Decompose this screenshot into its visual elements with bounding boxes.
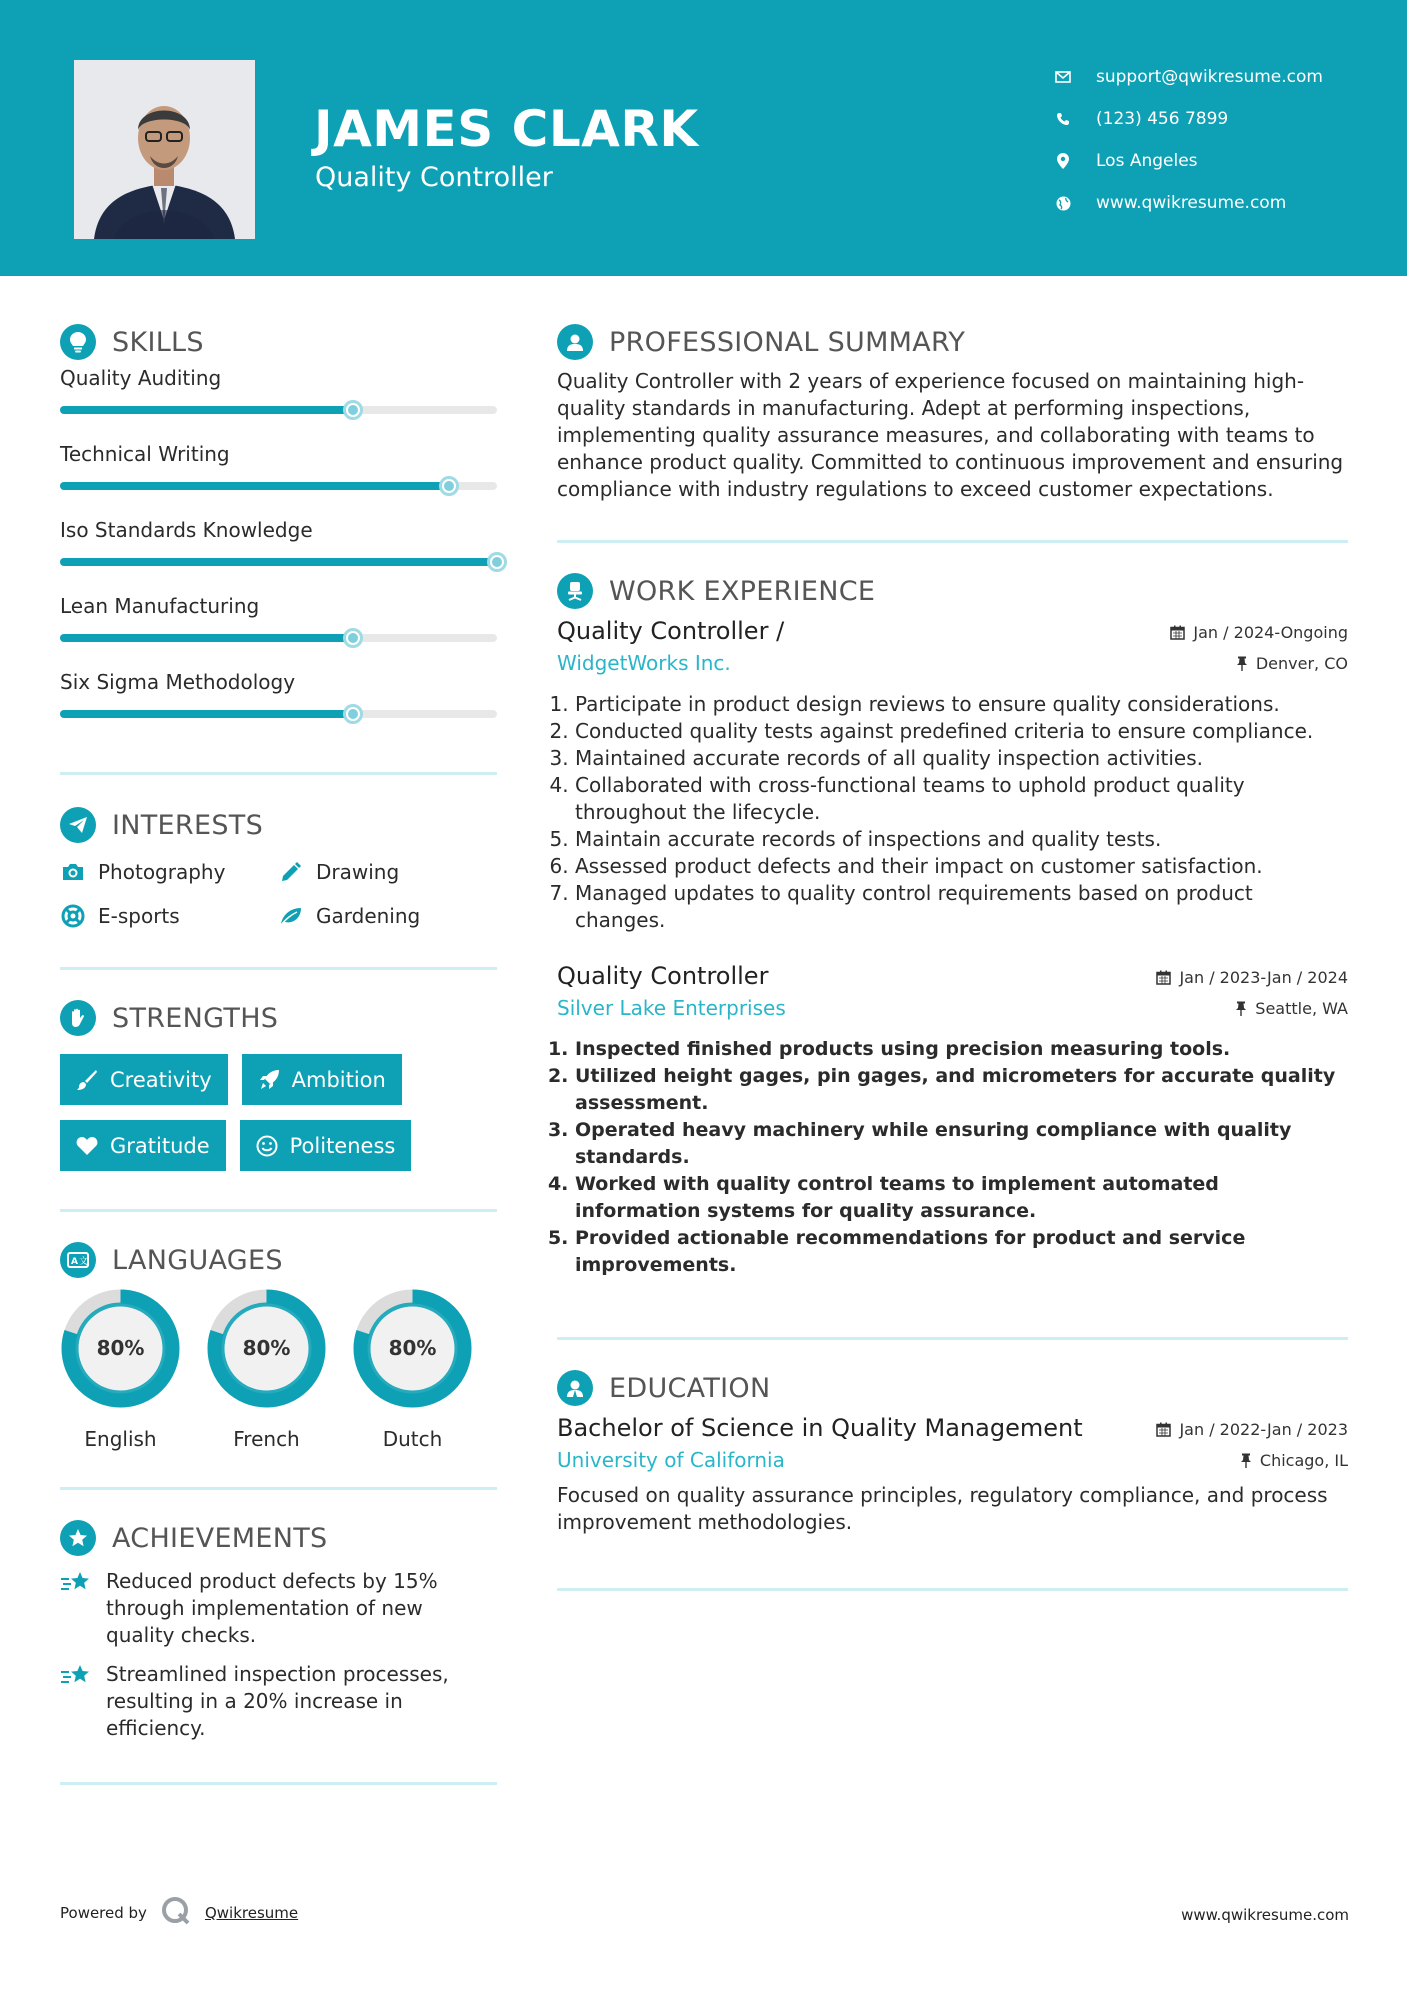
job-date-text: Jan / 2024-Ongoing — [1193, 623, 1348, 642]
strength-label: Politeness — [289, 1133, 396, 1158]
mail-icon — [1054, 68, 1072, 86]
list-item: 7. Managed updates to quality control requirements based on product changes. — [575, 880, 1348, 934]
skill-bar-fill — [60, 558, 497, 566]
language-list — [60, 1288, 497, 1451]
achievement-item — [60, 1661, 497, 1742]
shooting-star-icon — [60, 1570, 94, 1649]
skills-section — [60, 324, 497, 746]
job-header — [557, 962, 1348, 990]
experience-title: WORK EXPERIENCE — [609, 575, 876, 607]
strength-label: Creativity — [110, 1067, 212, 1092]
interest-label: E-sports — [98, 904, 180, 928]
contact-phone-text: (123) 456 7899 — [1096, 109, 1229, 129]
skill-bar-knob[interactable] — [439, 476, 459, 496]
left-column — [60, 276, 497, 1785]
skill-bar-fill — [60, 634, 353, 642]
strength-label: Ambition — [291, 1067, 386, 1092]
language-percent: 80% — [388, 1336, 437, 1360]
list-item: 5. Maintain accurate records of inspections and quality tests. — [575, 826, 1348, 853]
language-ring — [206, 1288, 327, 1409]
contact-list — [1054, 56, 1323, 224]
job-responsibilities — [557, 691, 1348, 934]
section-divider — [60, 1209, 497, 1212]
pencil-icon — [278, 859, 304, 885]
summary-title: PROFESSIONAL SUMMARY — [609, 326, 966, 358]
section-divider — [557, 1337, 1348, 1340]
section-divider — [60, 772, 497, 775]
company-name[interactable]: Silver Lake Enterprises — [557, 996, 786, 1020]
school-name[interactable]: University of California — [557, 1448, 785, 1472]
language-item — [206, 1288, 327, 1451]
job-title: Quality Controller — [557, 962, 769, 990]
interest-item — [60, 901, 278, 931]
summary-section — [557, 324, 1348, 503]
calendar-icon — [1156, 970, 1171, 985]
contact-location — [1054, 140, 1323, 182]
skill-bar-knob[interactable] — [343, 628, 363, 648]
skill-bar-fill — [60, 710, 353, 718]
skill-item — [60, 518, 497, 594]
profile-photo — [74, 60, 255, 239]
interests-section — [60, 807, 497, 931]
skill-bar-knob[interactable] — [487, 552, 507, 572]
job-date — [1156, 968, 1348, 987]
skill-bar — [60, 406, 497, 414]
calendar-icon — [1170, 625, 1185, 640]
pushpin-icon — [1235, 1001, 1247, 1016]
list-item: 1. Participate in product design reviews to ensure quality considerations. — [575, 691, 1348, 718]
job-responsibilities — [557, 1036, 1348, 1279]
contact-website-text: www.qwikresume.com — [1096, 193, 1287, 213]
language-percent: 80% — [242, 1336, 291, 1360]
achievements-section — [60, 1520, 497, 1742]
leaf-icon — [278, 903, 304, 929]
heart-icon — [74, 1133, 100, 1159]
strength-chip — [60, 1054, 228, 1105]
calendar-icon — [1156, 1422, 1171, 1437]
experience-heading — [557, 573, 1348, 609]
job-entry — [557, 617, 1348, 934]
achievement-text: Reduced product defects by 15% through implementation of new quality checks. — [106, 1569, 438, 1647]
education-entry — [557, 1414, 1348, 1536]
language-item — [60, 1288, 181, 1451]
section-divider — [557, 540, 1348, 543]
interest-item — [60, 857, 278, 887]
skill-bar — [60, 558, 497, 566]
interest-item — [278, 901, 478, 931]
interest-list — [60, 857, 497, 931]
job-header — [557, 617, 1348, 645]
achievements-heading — [60, 1520, 497, 1556]
achievement-item — [60, 1568, 497, 1649]
candidate-name: JAMES CLARK — [314, 100, 699, 158]
skill-item — [60, 670, 497, 746]
skill-bar-fill — [60, 482, 449, 490]
skill-bar — [60, 710, 497, 718]
list-item: 2. Conducted quality tests against predefined criteria to ensure compliance. — [575, 718, 1348, 745]
skill-bar — [60, 634, 497, 642]
section-divider — [60, 1782, 497, 1785]
language-name: English — [84, 1427, 157, 1451]
rocket-icon — [256, 1067, 282, 1093]
summary-text: Quality Controller with 2 years of experience focused on maintaining high-quality standards in manufacturing. Adept at performing inspections, implementing quality assurance measures, and collaborating with teams to enhance product quality. Committed to continuous improvement and ensuring compliance with industry regulations to exceed customer expectations. — [557, 369, 1344, 501]
skill-bar-knob[interactable] — [343, 400, 363, 420]
interests-title: INTERESTS — [112, 809, 264, 841]
interests-heading — [60, 807, 497, 843]
footer-website[interactable]: www.qwikresume.com — [1181, 1906, 1349, 1924]
experience-section — [557, 573, 1348, 1279]
language-ring — [352, 1288, 473, 1409]
language-name: French — [233, 1427, 300, 1451]
skill-item — [60, 442, 497, 518]
list-item: 6. Assessed product defects and their impact on customer satisfaction. — [575, 853, 1348, 880]
education-date-text: Jan / 2022-Jan / 2023 — [1179, 1420, 1348, 1439]
skill-label: Technical Writing — [60, 442, 230, 466]
pushpin-icon — [1240, 1453, 1252, 1468]
strength-chip — [60, 1120, 226, 1171]
skill-label: Iso Standards Knowledge — [60, 518, 313, 542]
education-description: Focused on quality assurance principles, regulatory compliance, and process improvement methodologies. — [557, 1483, 1328, 1534]
list-item: 4. Worked with quality control teams to implement automated information systems for quality assurance. — [575, 1171, 1348, 1225]
brush-icon — [74, 1067, 100, 1093]
section-divider — [557, 1588, 1348, 1591]
interest-item — [278, 857, 478, 887]
job-title: Quality Controller / — [557, 617, 785, 645]
interest-label: Drawing — [316, 860, 400, 884]
list-item: 4. Collaborated with cross-functional teams to uphold product quality throughout the lifecycle. — [575, 772, 1348, 826]
camera-icon — [60, 859, 86, 885]
location-pin-icon — [1054, 152, 1072, 170]
resume-header — [0, 0, 1407, 276]
list-item: 5. Provided actionable recommendations for product and service improvements. — [575, 1225, 1348, 1279]
skill-label: Lean Manufacturing — [60, 594, 260, 618]
job-entry — [557, 962, 1348, 1279]
skill-label: Quality Auditing — [60, 366, 222, 390]
job-location-text: Denver, CO — [1255, 653, 1348, 673]
section-divider — [60, 967, 497, 970]
globe-icon — [1054, 194, 1072, 212]
job-date-text: Jan / 2023-Jan / 2024 — [1179, 968, 1348, 987]
powered-by-text: Powered by — [60, 1904, 147, 1922]
languages-title: LANGUAGES — [112, 1244, 283, 1276]
smile-icon — [254, 1133, 280, 1159]
education-section — [557, 1370, 1348, 1536]
pushpin-icon — [1236, 656, 1248, 671]
graduate-icon — [557, 1370, 593, 1406]
footer-powered-by — [60, 1896, 298, 1930]
education-heading — [557, 1370, 1348, 1406]
skill-bar-knob[interactable] — [343, 704, 363, 724]
education-date — [1156, 1420, 1348, 1439]
phone-icon — [1054, 110, 1072, 128]
contact-phone[interactable] — [1054, 98, 1323, 140]
interest-label: Gardening — [316, 904, 421, 928]
job-location-text: Seattle, WA — [1255, 998, 1348, 1018]
skills-title: SKILLS — [112, 326, 204, 358]
brand-link[interactable]: Qwikresume — [204, 1904, 299, 1922]
language-item — [352, 1288, 473, 1451]
svg-text:文: 文 — [79, 1257, 89, 1267]
svg-text:A: A — [71, 1257, 78, 1267]
languages-section — [60, 1242, 497, 1451]
skill-item — [60, 594, 497, 670]
degree-title: Bachelor of Science in Quality Management — [557, 1414, 1083, 1442]
job-subheader — [557, 651, 1348, 675]
languages-heading — [60, 1242, 497, 1278]
education-title: EDUCATION — [609, 1372, 771, 1404]
strengths-section — [60, 1000, 497, 1186]
interest-label: Photography — [98, 860, 226, 884]
user-icon — [557, 324, 593, 360]
summary-heading — [557, 324, 1348, 360]
translate-icon — [60, 1242, 96, 1278]
achievement-text: Streamlined inspection processes, resulting in a 20% increase in efficiency. — [106, 1662, 449, 1740]
right-column — [557, 276, 1348, 1591]
language-ring — [60, 1288, 181, 1409]
job-date — [1170, 623, 1348, 642]
job-subheader — [557, 996, 1348, 1020]
strength-chip — [240, 1120, 412, 1171]
achievements-title: ACHIEVEMENTS — [112, 1522, 328, 1554]
job-location — [1235, 999, 1348, 1018]
contact-website[interactable] — [1054, 182, 1323, 224]
job-location — [1236, 654, 1348, 673]
education-subheader — [557, 1448, 1348, 1472]
hand-icon — [60, 1000, 96, 1036]
contact-email[interactable] — [1054, 56, 1323, 98]
list-item: 3. Operated heavy machinery while ensuring compliance with quality standards. — [575, 1117, 1348, 1171]
list-item: 3. Maintained accurate records of all quality inspection activities. — [575, 745, 1348, 772]
candidate-role: Quality Controller — [315, 162, 553, 193]
skill-bar-fill — [60, 406, 353, 414]
contact-location-text: Los Angeles — [1096, 151, 1198, 171]
list-item: 1. Inspected finished products using precision measuring tools. — [575, 1036, 1348, 1063]
star-badge-icon — [60, 1520, 96, 1556]
education-location-text: Chicago, IL — [1259, 1450, 1348, 1470]
strength-chip — [242, 1054, 402, 1105]
strength-chips — [60, 1054, 500, 1186]
language-percent: 80% — [96, 1336, 145, 1360]
skill-label: Six Sigma Methodology — [60, 670, 296, 694]
education-header — [557, 1414, 1348, 1442]
lightbulb-icon — [60, 324, 96, 360]
office-chair-icon — [557, 573, 593, 609]
skill-item — [60, 366, 497, 442]
section-divider — [60, 1487, 497, 1490]
skill-list — [60, 366, 497, 746]
strengths-title: STRENGTHS — [112, 1002, 279, 1034]
skill-bar — [60, 482, 497, 490]
list-item: 2. Utilized height gages, pin gages, and micrometers for accurate quality assessment. — [575, 1063, 1348, 1117]
language-name: Dutch — [382, 1427, 443, 1451]
strengths-heading — [60, 1000, 497, 1036]
qwikresume-logo-icon — [161, 1896, 191, 1930]
education-location — [1240, 1451, 1348, 1470]
gamepad-icon — [60, 903, 86, 929]
company-name[interactable]: WidgetWorks Inc. — [557, 651, 731, 675]
contact-email-text: support@qwikresume.com — [1096, 67, 1323, 87]
achievement-list — [60, 1568, 497, 1742]
skills-heading — [60, 324, 497, 360]
shooting-star-icon — [60, 1663, 94, 1742]
strength-label: Gratitude — [110, 1133, 210, 1158]
paper-plane-icon — [60, 807, 96, 843]
